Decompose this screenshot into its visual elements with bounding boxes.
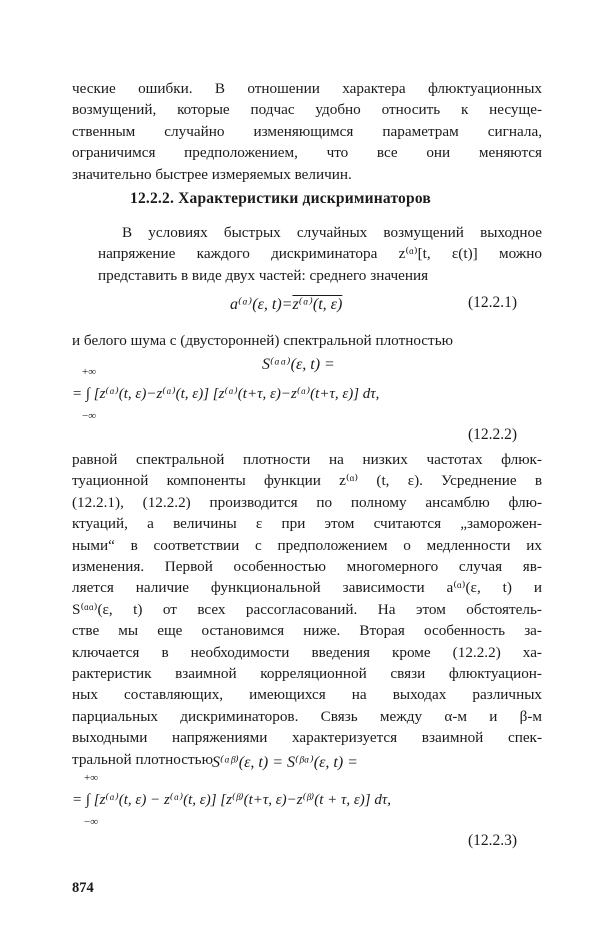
text-line: ктуаций, а величины ε при этом считаются „заморожен- (72, 515, 542, 533)
text-line: туационной компоненты функции z⁽ᵅ⁾ (t, ε). Усреднение в (72, 472, 542, 490)
equation-12-2-3-line2 (72, 772, 391, 828)
text-line: выходными напряжениями характеризуется взаимной спек- (72, 729, 542, 747)
text-line: представить в виде двух частей: среднего значения (98, 266, 429, 284)
section-heading: 12.2.2. Характеристики дискриминаторов (130, 190, 431, 207)
eq1-lhs: a⁽ᵅ⁾(ε, t)= (230, 296, 293, 313)
paragraph-2 (72, 222, 542, 286)
text-line: стве мы еще остановимся ниже. Вторая особенность за- (72, 622, 542, 640)
text-line: ственным случайно изменяющимся параметрам сигнала, (72, 122, 542, 140)
text-line: ограничимся предположением, что все они меняются (72, 144, 542, 162)
text-line: ными“ в соответствии с предположением о медленности их (72, 536, 542, 554)
equation-12-2-2-line2 (72, 366, 380, 422)
text-line: ляется наличие функциональной зависимости a⁽ᵅ⁾(ε, t) и (72, 579, 542, 597)
text-line: В условиях быстрых случайных возмущений выходное (122, 224, 542, 241)
equation-number: (12.2.2) (468, 426, 518, 443)
text-line: ческие ошибки. В отношении характера флюктуационных (72, 80, 542, 97)
eq3-body: = ∫ [z⁽ᵅ⁾(t, ε) − z⁽ᵅ⁾(t, ε)] [z⁽ᵝ⁾(t+τ, ε)−z⁽ᵝ⁾(t + τ, ε)] dτ, (72, 792, 391, 808)
text-line: ключается в необходимости введения кроме (12.2.2) ха- (72, 643, 542, 661)
integral-upper-limit: +∞ (84, 772, 99, 784)
text-line: изменения. Первой особенностью многомерного случая яв- (72, 558, 542, 576)
text-line: ных составляющих, имеющихся на выходах различных (72, 686, 542, 704)
text-line: равной спектральной плотности на низких частотах флюк- (72, 451, 542, 468)
equation-number: (12.2.1) (468, 294, 518, 311)
paragraph-3 (72, 330, 542, 351)
equation-12-2-2-line1: S⁽ᵅᵅ⁾(ε, t) = (262, 356, 335, 373)
text-line: рактеристик взаимной корреляционной связи флюктуацион- (72, 665, 542, 683)
equation-12-2-1 (230, 294, 342, 314)
integral-lower-limit: −∞ (84, 816, 99, 828)
text-line: тральной плотностью (72, 750, 213, 768)
page-number: 874 (72, 880, 94, 896)
integral-upper-limit: +∞ (82, 366, 97, 378)
text-line: и белого шума с (двусторонней) спектральной плотностью (72, 332, 453, 349)
text-line: значительно быстрее измеряемых величин. (72, 165, 352, 183)
text-line: возмущений, которые подчас удобно относить к несуще- (72, 101, 542, 119)
equation-number: (12.2.3) (468, 832, 518, 849)
paragraph-4 (72, 449, 542, 770)
eq2-body: = ∫ [z⁽ᵅ⁾(t, ε)−z⁽ᵅ⁾(t, ε)] [z⁽ᵅ⁾(t+τ, ε)−z⁽ᵅ⁾(t+τ, ε)] dτ, (72, 386, 380, 402)
text-line: парциальных дискриминаторов. Связь между α-м и β-м (72, 707, 542, 725)
text-line: S⁽ᵅᵅ⁾(ε, t) от всех рассогласований. На этом обстоятель- (72, 600, 542, 618)
integral-lower-limit: −∞ (82, 410, 97, 422)
text-line: (12.2.1), (12.2.2) производится по полному ансамблю флю- (72, 493, 542, 511)
text-line: напряжение каждого дискриминатора z⁽ᵅ⁾[t, ε(t)] можно (98, 245, 542, 263)
eq1-rhs: z⁽ᵅ⁾(t, ε) (292, 296, 343, 313)
equation-12-2-3-line1: S⁽ᵅᵝ⁾(ε, t) = S⁽ᵝᵅ⁾(ε, t) = (212, 754, 358, 771)
paragraph-1 (72, 78, 542, 185)
